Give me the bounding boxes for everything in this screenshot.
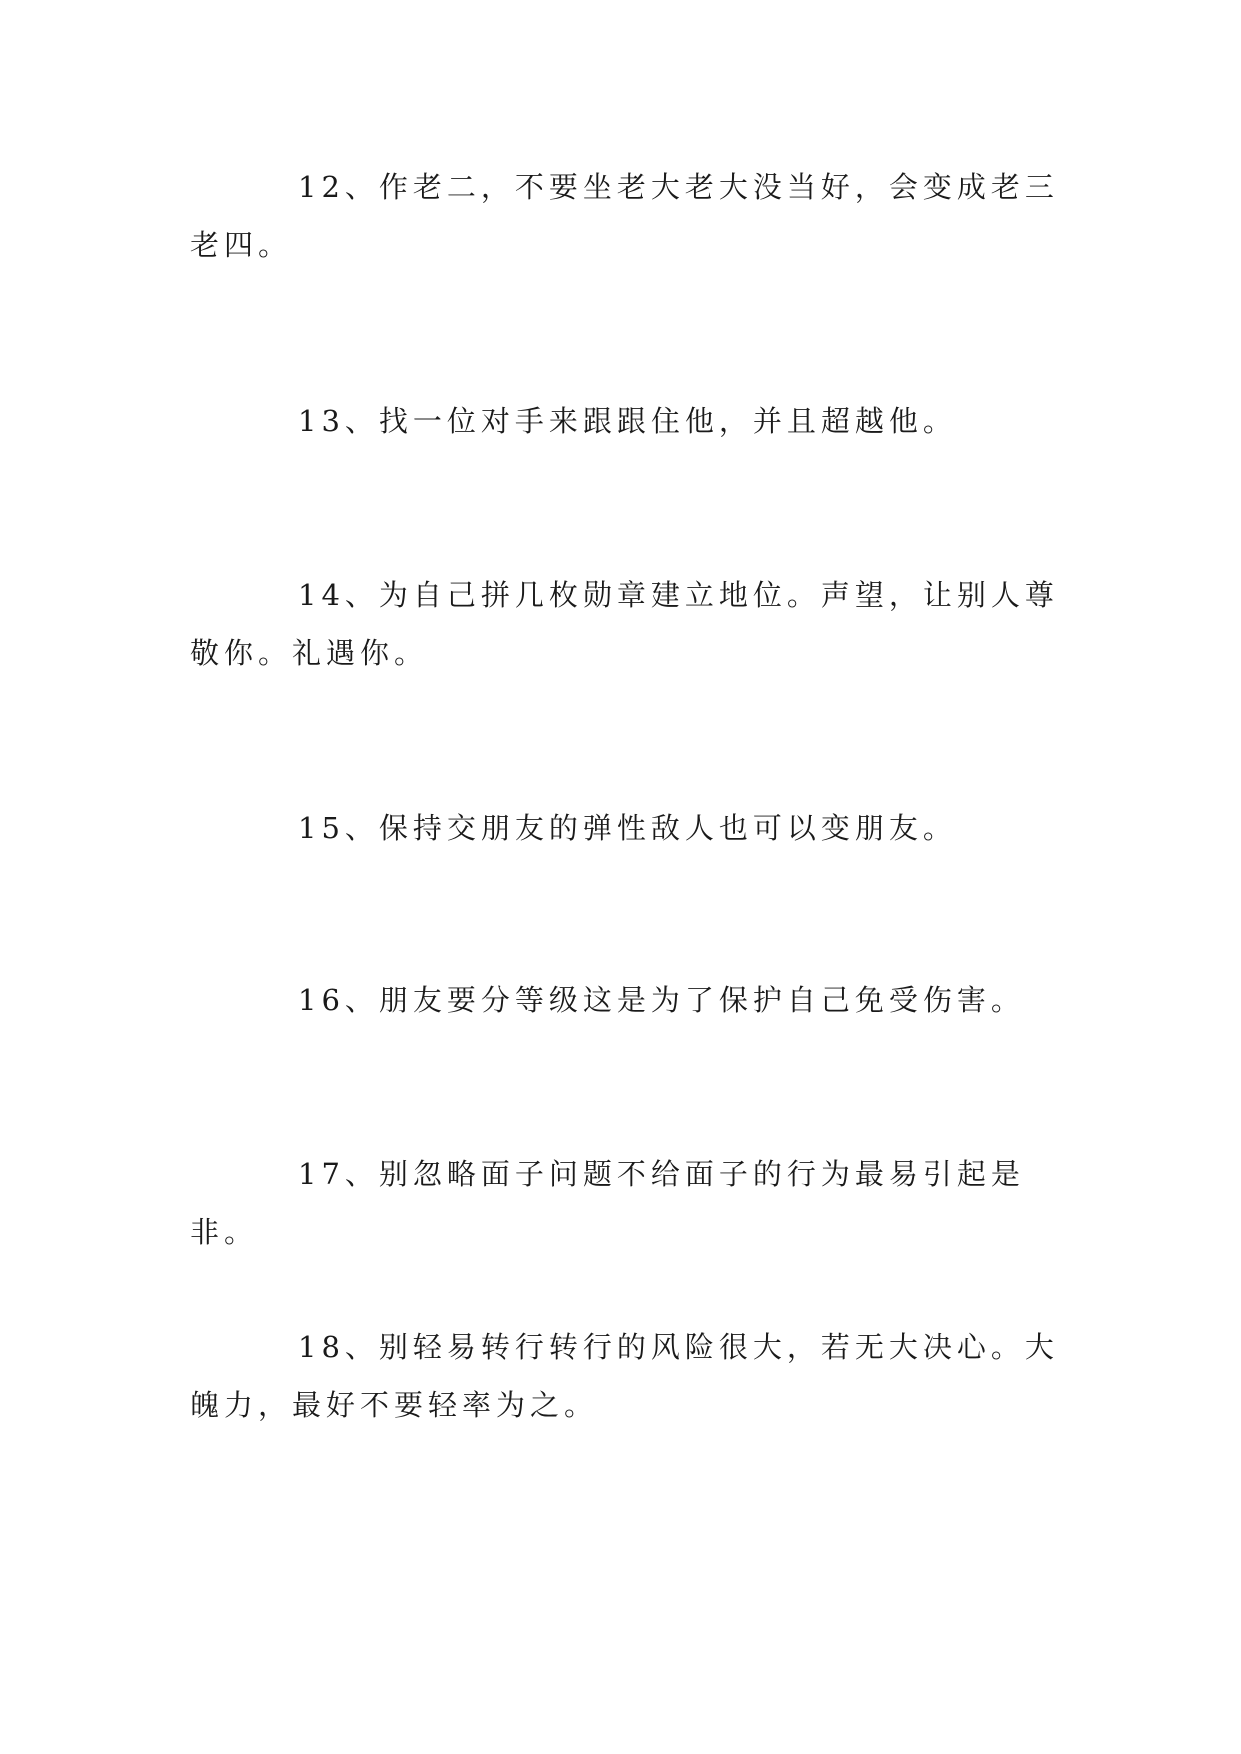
paragraph-17: 17、别忽略面子问题不给面子的行为最易引起是非。	[190, 1157, 1025, 1249]
paragraph-15: 15、保持交朋友的弹性敌人也可以变朋友。	[298, 811, 957, 845]
paragraph-18: 18、别轻易转行转行的风险很大，若无大决心。大魄力，最好不要轻率为之。	[190, 1330, 1059, 1422]
paragraph-12: 12、作老二，不要坐老大老大没当好，会变成老三老四。	[190, 170, 1059, 262]
paragraph-14: 14、为自己拼几枚勋章建立地位。声望，让别人尊敬你。礼遇你。	[190, 578, 1059, 670]
paragraph-13: 13、找一位对手来跟跟住他，并且超越他。	[298, 404, 957, 438]
paragraph-16: 16、朋友要分等级这是为了保护自己免受伤害。	[298, 983, 1025, 1017]
